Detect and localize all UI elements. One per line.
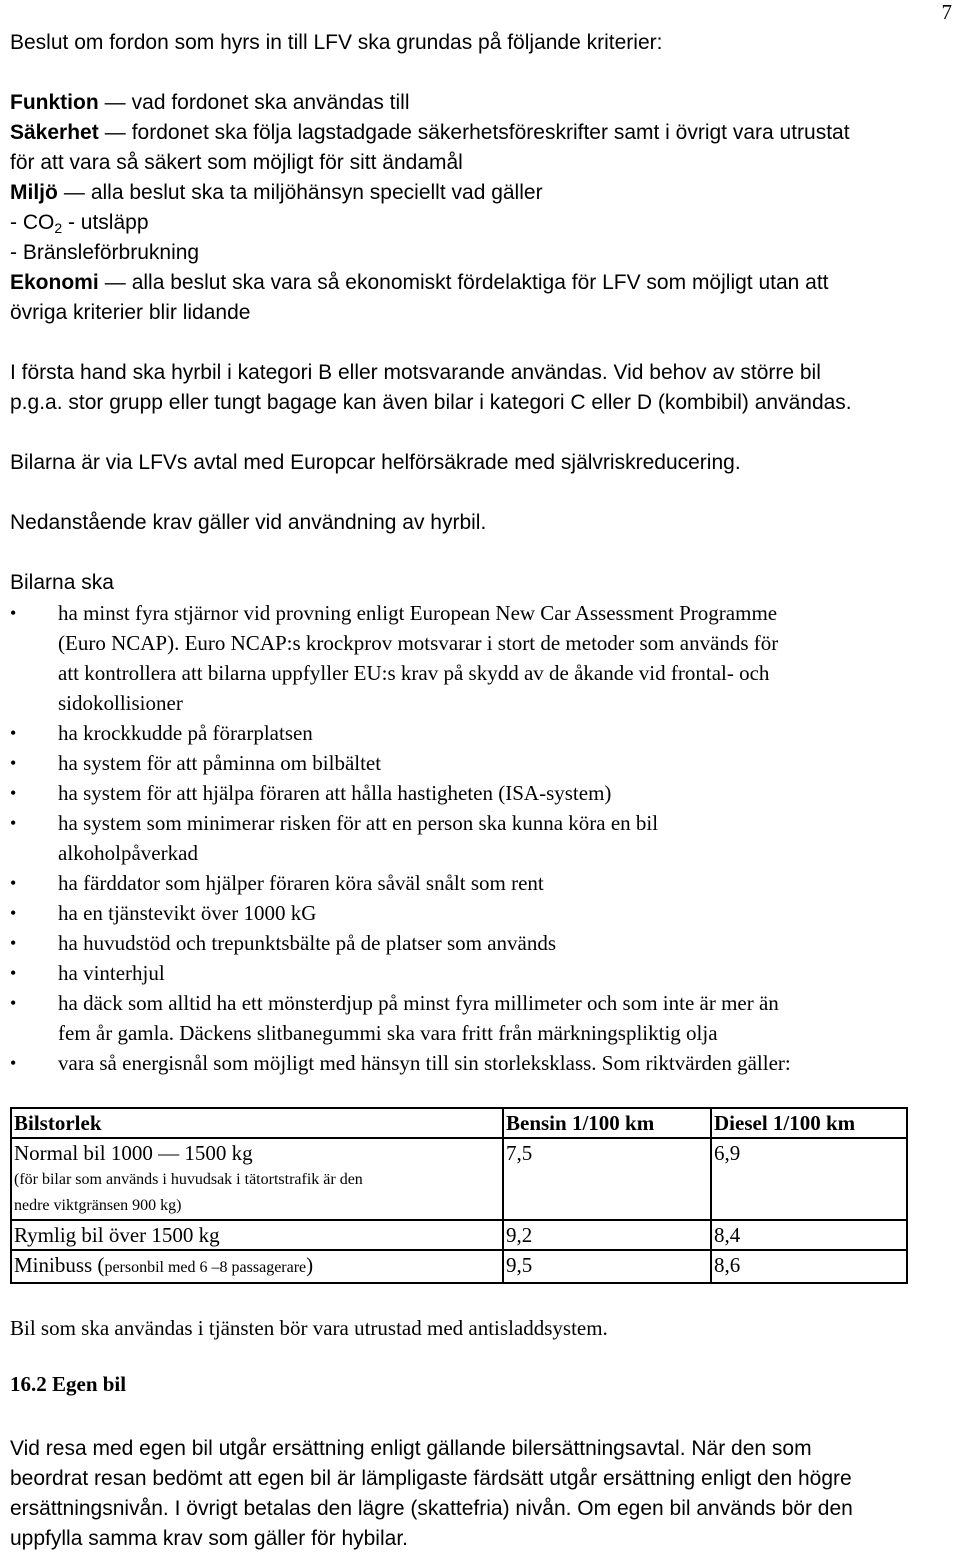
criterion-text-cont: övriga kriterier blir lidande xyxy=(10,301,251,324)
list-item-text: ha färddator som hjälper föraren köra såväl snålt som rent xyxy=(58,871,544,895)
table-cell: 9,2 xyxy=(503,1220,711,1250)
row-label: ) xyxy=(306,1253,314,1277)
bullet-icon: • xyxy=(10,963,17,983)
list-item-text: ha en tjänstevikt över 1000 kG xyxy=(58,901,317,925)
paragraph-line: Nedanstående krav gäller vid användning av hyrbil. xyxy=(10,511,487,534)
list-item-text: ha system som minimerar risken för att en person ska kunna köra en bil xyxy=(58,811,659,835)
list-item-text: vara så energisnål som möjligt med hänsyn till sin storleksklass. Som riktvärden gäller: xyxy=(58,1051,791,1075)
bullet-icon: • xyxy=(10,1053,17,1073)
row-label-small: personbil med 6 –8 passagerare xyxy=(104,1259,307,1276)
bransle-line: - Bränsleförbrukning xyxy=(10,241,200,264)
criterion-text-cont: för att vara så säkert som möjligt för sitt ändamål xyxy=(10,151,463,174)
list-item-text: ha vinterhjul xyxy=(58,961,165,985)
list-item-text: ha huvudstöd och trepunktsbälte på de platser som används xyxy=(58,931,557,955)
bullet-icon: • xyxy=(10,723,17,743)
page-number: 7 xyxy=(941,0,952,24)
criterion-text: alla beslut ska vara så ekonomiskt fördelaktiga för LFV som möjligt utan att xyxy=(131,271,829,294)
criterion-sakerhet xyxy=(10,118,850,148)
criterion-ekonomi xyxy=(10,268,829,298)
paragraph-line: beordrat resan bedömt att egen bil är lämpligaste färdsätt utgår ersättning enligt den högre xyxy=(10,1467,852,1490)
paragraph-line: uppfylla samma krav som gäller för hybilar. xyxy=(10,1527,408,1550)
em-dash: — xyxy=(104,121,126,144)
list-item-text: ha däck som alltid ha ett mönsterdjup på minst fyra millimeter och som inte är mer än xyxy=(58,991,779,1015)
table-row xyxy=(11,1250,907,1283)
criterion-miljo xyxy=(10,178,543,208)
row-note: nedre viktgränsen 900 kg) xyxy=(14,1197,182,1214)
list-item-text: (Euro NCAP). Euro NCAP:s krockprov motsvarar i stort de metoder som används för xyxy=(58,631,779,655)
intro-text: Beslut om fordon som hyrs in till LFV ska grundas på följande kriterier: xyxy=(10,31,663,54)
paragraph-line: ersättningsnivån. I övrigt betalas den lägre (skattefria) nivån. Om egen bil används bör den xyxy=(10,1497,853,1520)
list-item-text: ha system för att hjälpa föraren att hålla hastigheten (ISA-system) xyxy=(58,781,612,805)
paragraph-line: Vid resa med egen bil utgår ersättning enligt gällande bilersättningsavtal. När den som xyxy=(10,1437,812,1460)
list-item-text: ha minst fyra stjärnor vid provning enligt European New Car Assessment Programme xyxy=(58,601,778,625)
after-table-text: Bil som ska användas i tjänsten bör vara utrustad med antisladdsystem. xyxy=(10,1316,608,1340)
row-label: Minibuss ( xyxy=(14,1253,105,1277)
em-dash: — xyxy=(63,181,85,204)
table-cell xyxy=(11,1138,503,1220)
table-header-cell: Bensin 1/100 km xyxy=(503,1108,711,1138)
criterion-term: Funktion xyxy=(10,91,99,114)
list-item-text: ha system för att påminna om bilbältet xyxy=(58,751,382,775)
list-item-text: fem år gamla. Däckens slitbanegummi ska vara fritt från märkningspliktig olja xyxy=(58,1021,718,1045)
table-cell: Rymlig bil över 1500 kg xyxy=(11,1220,503,1250)
criterion-term: Miljö xyxy=(10,181,58,204)
list-item-text: alkoholpåverkad xyxy=(58,841,198,865)
table-cell xyxy=(11,1250,503,1283)
list-item-text: sidokollisioner xyxy=(58,691,183,715)
table-cell: 6,9 xyxy=(711,1138,907,1220)
table-row xyxy=(11,1138,907,1220)
table-header-cell: Diesel 1/100 km xyxy=(711,1108,907,1138)
section-heading: 16.2 Egen bil xyxy=(10,1372,127,1396)
paragraph-line: I första hand ska hyrbil i kategori B eller motsvarande användas. Vid behov av större bil xyxy=(10,361,821,384)
row-note: (för bilar som används i huvudsak i tätortstrafik är den xyxy=(14,1171,363,1188)
table-cell: 8,4 xyxy=(711,1220,907,1250)
bullet-icon: • xyxy=(10,783,17,803)
row-label: Normal bil 1000 — 1500 kg xyxy=(14,1141,253,1165)
em-dash: — xyxy=(104,91,126,114)
table-row xyxy=(11,1220,907,1250)
list-intro: Bilarna ska xyxy=(10,571,114,594)
bullet-icon: • xyxy=(10,603,17,623)
bullet-icon: • xyxy=(10,813,17,833)
criterion-funktion xyxy=(10,88,410,118)
bullet-icon: • xyxy=(10,933,17,953)
bullet-icon: • xyxy=(10,753,17,773)
co2-subscript: 2 xyxy=(54,220,63,236)
criterion-text: alla beslut ska ta miljöhänsyn speciellt vad gäller xyxy=(90,181,543,204)
criterion-term: Ekonomi xyxy=(10,271,99,294)
bullet-icon: • xyxy=(10,993,17,1013)
paragraph-line: p.g.a. stor grupp eller tungt bagage kan även bilar i kategori C eller D (kombibil) användas. xyxy=(10,391,852,414)
criterion-term: Säkerhet xyxy=(10,121,99,144)
bullet-icon: • xyxy=(10,903,17,923)
criterion-text: vad fordonet ska användas till xyxy=(131,91,410,114)
table-cell: 7,5 xyxy=(503,1138,711,1220)
table-header-row xyxy=(11,1108,907,1138)
criterion-text: fordonet ska följa lagstadgade säkerhetsföreskrifter samt i övrigt vara utrustat xyxy=(131,121,850,144)
table-cell: 9,5 xyxy=(503,1250,711,1283)
fuel-consumption-table xyxy=(10,1107,908,1284)
paragraph-line: Bilarna är via LFVs avtal med Europcar helförsäkrade med självriskreducering. xyxy=(10,451,741,474)
bullet-icon: • xyxy=(10,873,17,893)
list-item-text: att kontrollera att bilarna uppfyller EU:s krav på skydd av de åkande vid frontal- och xyxy=(58,661,770,685)
list-item-text: ha krockkudde på förarplatsen xyxy=(58,721,313,745)
table-cell: 8,6 xyxy=(711,1250,907,1283)
table-header-cell: Bilstorlek xyxy=(11,1108,503,1138)
em-dash: — xyxy=(104,271,126,294)
co2-prefix: - CO xyxy=(10,211,55,234)
co2-suffix: - utsläpp xyxy=(62,211,149,234)
